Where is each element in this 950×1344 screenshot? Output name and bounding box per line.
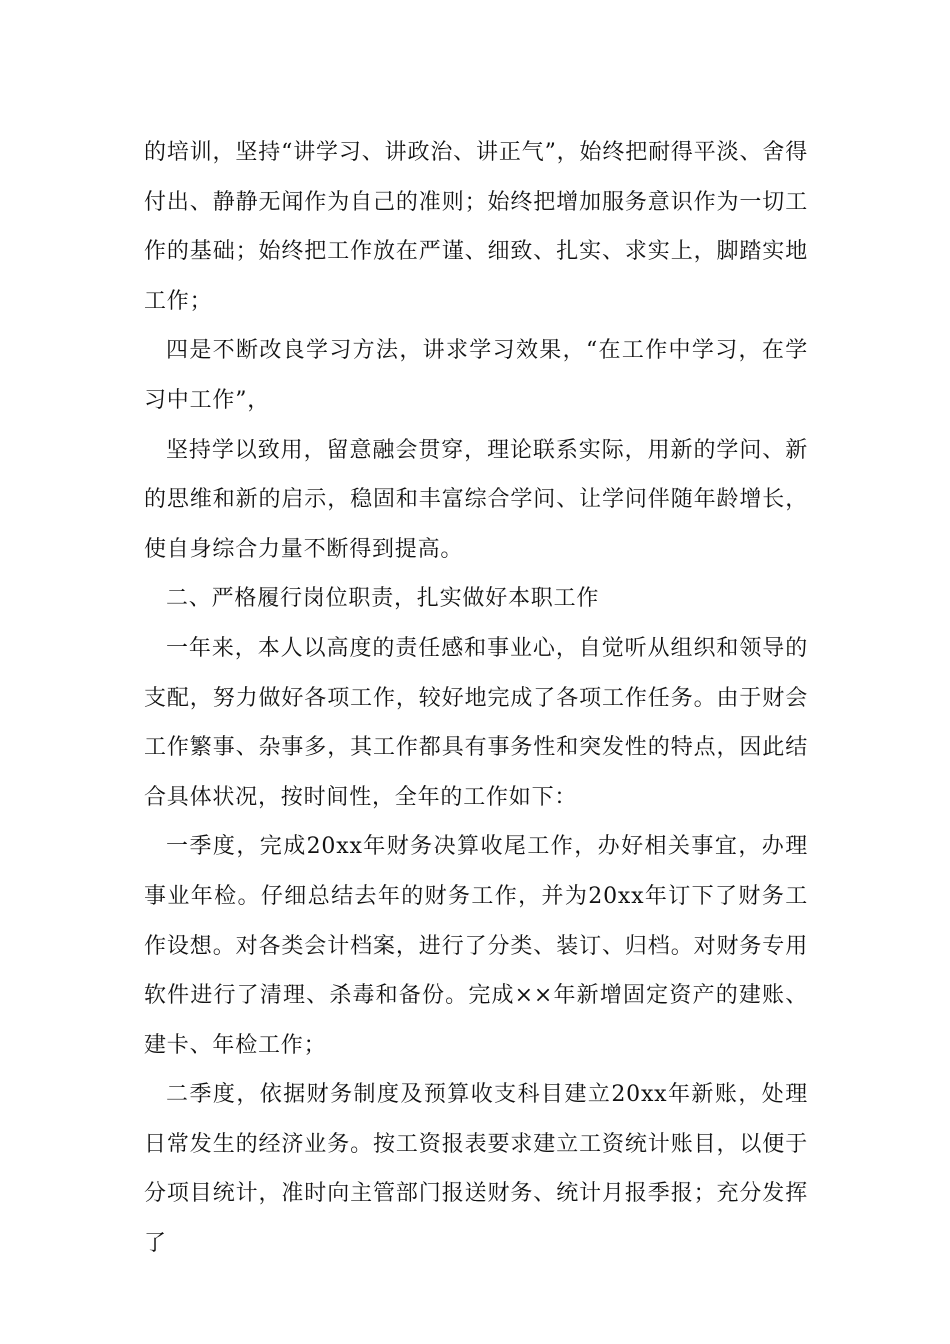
paragraph-second-quarter: 二季度，依据财务制度及预算收支科目建立20xx年新账，处理日常发生的经济业务。按工资报表要求建立工资统计账目，以便于分项目统计，准时向主管部门报送财务、统计月报季报；充分发挥了 — [144, 1082, 808, 1257]
paragraph-point-four: 四是不断改良学习方法，讲求学习效果，“在工作中学习，在学习中工作”， — [144, 338, 808, 413]
paragraph-year-summary: 一年来，本人以高度的责任感和事业心，自觉听从组织和领导的支配，努力做好各项工作，较好地完成了各项工作任务。由于财会工作繁事、杂事多，其工作都具有事务性和突发性的特点，因此结合具体状况，按时间性，全年的工作如下： — [144, 635, 808, 810]
document-body — [144, 128, 808, 1269]
paragraph-first-quarter: 一季度，完成20xx年财务决算收尾工作，办好相关事宜，办理事业年检。仔细总结去年的财务工作，并为20xx年订下了财务工作设想。对各类会计档案，进行了分类、装订、归档。对财务专用软件进行了清理、杀毒和备份。完成××年新增固定资产的建账、建卡、年检工作； — [144, 834, 808, 1058]
paragraph-apply-learning: 坚持学以致用，留意融会贯穿，理论联系实际，用新的学问、新的思维和新的启示，稳固和丰富综合学问、让学问伴随年龄增长，使自身综合力量不断得到提高。 — [144, 437, 808, 562]
section-heading-duties: 二、严格履行岗位职责，扎实做好本职工作 — [166, 586, 600, 612]
paragraph-training-continuation: 的培训，坚持“讲学习、讲政治、讲正气”，始终把耐得平淡、舍得付出、静静无闻作为自己的准则；始终把增加服务意识作为一切工作的基础；始终把工作放在严谨、细致、扎实、求实上，脚踏实地工作； — [144, 140, 808, 314]
